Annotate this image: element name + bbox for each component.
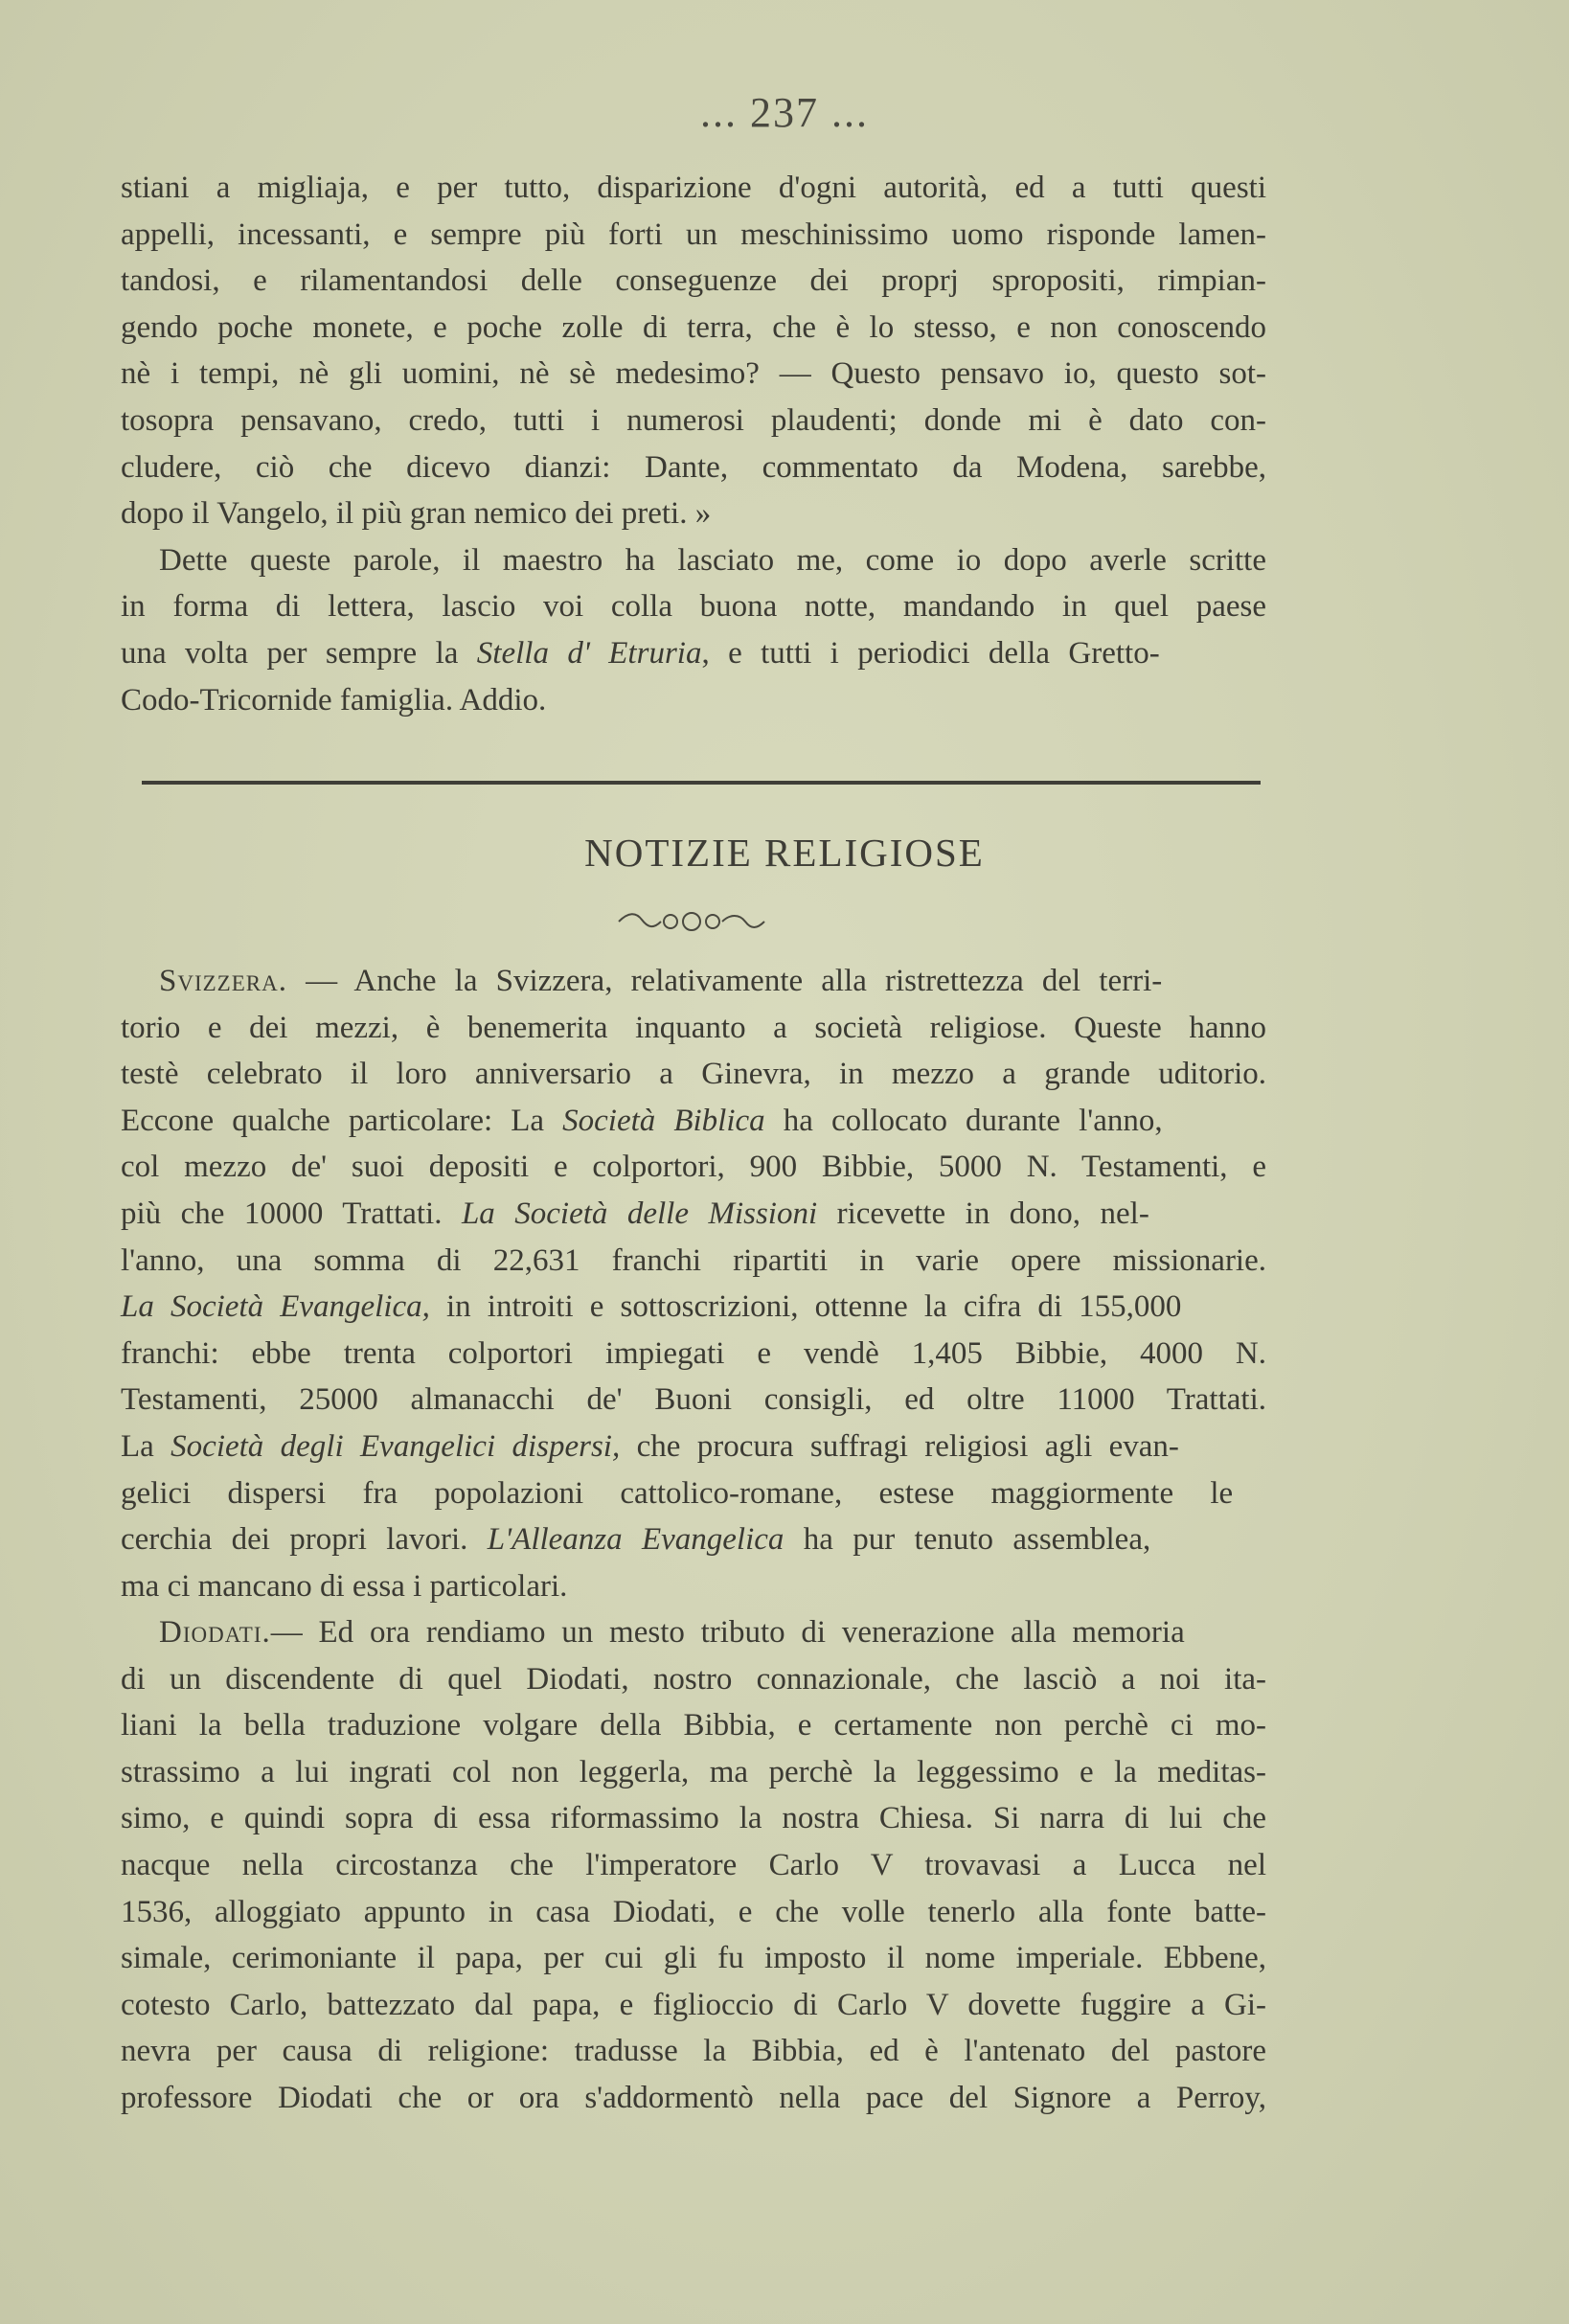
text-line: torio e dei mezzi, è benemerita inquanto a società religiose. Queste hanno [121,1010,1266,1045]
text-line: col mezzo de' suoi depositi e colportori, 900 Bibbie, 5000 N. Testamenti, e [121,1150,1266,1185]
text-line [121,1424,1266,1470]
text-span: Eccone qualche particolare: La [121,1103,563,1138]
diodati-paragraph [121,1609,1266,2122]
society-name: La Società delle Missioni [461,1196,818,1231]
text-span: più che 10000 Trattati. [121,1196,462,1231]
text-line: nè i tempi, nè gli uomini, nè sè medesimo? — Questo pensavo io, questo sot- [121,356,1266,392]
text-span [121,1196,1149,1231]
society-name: Società Biblica [562,1103,765,1138]
letter-closing-text [121,165,1266,723]
text-span [121,1429,1179,1464]
text-span: ha pur tenuto assemblea, [784,1522,1151,1558]
text-line: nevra per causa di religione: tradusse la Bibbia, ed è l'antenato del pastore [121,2034,1266,2069]
text-span: in introiti e sottoscrizioni, ottenne la cifra di 155,000 [429,1289,1182,1325]
text-line: appelli, incessanti, e sempre più forti un meschinissimo uomo risponde lamen- [121,216,1266,252]
text-line [121,958,1266,1005]
text-line: simo, e quindi sopra di essa riformassimo la nostra Chiesa. Si narra di lui che [121,1801,1266,1836]
text-span: , e tutti i periodici della Gretto- [701,635,1160,671]
text-line [121,1098,1266,1145]
journal-title: Stella d' Etruria [476,635,702,671]
text-line: simale, cerimoniante il papa, per cui gli fu imposto il nome imperiale. Ebbene, [121,1941,1266,1976]
text-span: una volta per sempre la [121,635,477,671]
text-line: Dette queste parole, il maestro ha lasciato me, come io dopo averle scritte [159,542,1266,578]
text-line: cludere, ciò che dicevo dianzi: Dante, commentato da Modena, sarebbe, [121,449,1266,485]
society-name: Società degli Evangelici dispersi, [171,1428,621,1464]
text-line: testè celebrato il loro anniversario a Ginevra, in mezzo a grande uditorio. [121,1057,1266,1092]
text-line: l'anno, una somma di 22,631 franchi ripartiti in varie opere missionarie. [121,1242,1266,1278]
page-number: ... 237 ... [700,89,869,136]
text-line [121,1284,1266,1331]
text-line: cotesto Carlo, battezzato dal papa, e figlioccio di Carlo V dovette fuggire a Gi- [121,1987,1266,2022]
text-line: tosopra pensavano, credo, tutti i numerosi plaudenti; donde mi è dato con- [121,402,1266,438]
text-line: gendo poche monete, e poche zolle di terra, che è lo stesso, e non conoscendo [121,309,1266,345]
ornament-icon [615,910,768,933]
section-divider [142,781,1261,785]
society-name: L'Alleanza Evangelica [487,1522,784,1558]
text-span: che procura suffragi religiosi agli evan- [620,1428,1179,1464]
svizzera-paragraph [121,958,1266,1609]
text-span [121,1104,1163,1138]
text-line: stiani a migliaja, e per tutto, disparizione d'ogni autorità, ed a tutti questi [121,171,1266,205]
text-line: tandosi, e rilamentandosi delle conseguenze dei proprj spropositi, rimpian- [121,263,1266,299]
text-line: strassimo a lui ingrati col non leggerla, ma perchè la leggessimo e la meditas- [121,1754,1266,1789]
text-span [121,1522,1150,1557]
section-lead: Diodati. [159,1615,271,1650]
text-span: La [121,1428,171,1464]
text-span: — Ed ora rendiamo un mesto tributo di venerazione alla memoria [270,1615,1185,1650]
text-span [121,1289,1181,1324]
text-span: cerchia dei propri lavori. [121,1522,488,1558]
text-line: Codo-Tricornide famiglia. Addio. [121,682,547,718]
society-name: La Società Evangelica, [121,1289,430,1325]
text-line: professore Diodati che or ora s'addormentò nella pace del Signore a Perroy, [121,2080,1266,2115]
text-line [121,1516,1266,1563]
text-line: in forma di lettera, lascio voi colla buona notte, mandando in quel paese [121,589,1266,625]
text-span: ha collocato durante l'anno, [764,1103,1163,1138]
text-line [121,1609,1266,1656]
text-span [159,964,1162,998]
section-lead: Svizzera. [159,964,287,998]
section-title: NOTIZIE RELIGIOSE [584,831,985,875]
text-line: dopo il Vangelo, il più gran nemico dei preti. » [121,496,712,532]
text-line [121,1191,1266,1238]
text-span: — Anche la Svizzera, relativamente alla ristrettezza del terri- [286,964,1163,998]
text-line: nacque nella circostanza che l'imperatore Carlo V trovavasi a Lucca nel [121,1847,1266,1882]
text-line: franchi: ebbe trenta colportori impiegati e vendè 1,405 Bibbie, 4000 N. [121,1335,1266,1371]
text-line [121,630,1266,677]
text-span: ricevette in dono, nel- [817,1196,1149,1231]
text-line: gelici dispersi fra popolazioni cattolico-romane, estese maggiormente le [121,1475,1234,1511]
text-line: 1536, alloggiato appunto in casa Diodati, e che volle tenerlo alla fonte batte- [121,1894,1266,1929]
text-line: liani la bella traduzione volgare della Bibbia, e certamente non perchè ci mo- [121,1708,1266,1743]
text-line: Testamenti, 25000 almanacchi de' Buoni consigli, ed oltre 11000 Trattati. [121,1382,1266,1418]
text-span [159,1615,1185,1650]
text-line: di un discendente di quel Diodati, nostro connazionale, che lasciò a noi ita- [121,1661,1266,1697]
text-line: ma ci mancano di essa i particolari. [121,1568,568,1604]
